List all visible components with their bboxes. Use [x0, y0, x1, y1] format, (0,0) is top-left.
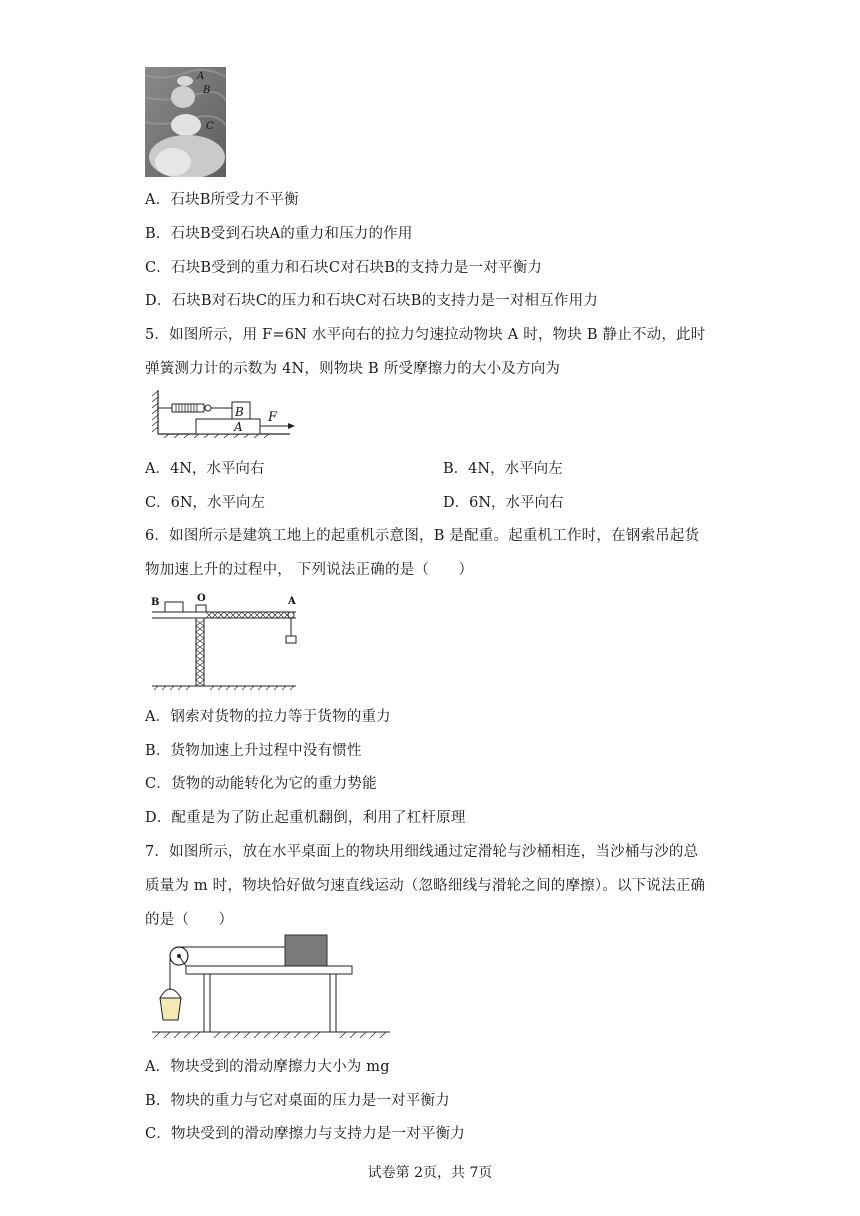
q5-option-d: D．6N，水平向右	[443, 495, 564, 511]
block-b-label: B	[235, 405, 244, 419]
q4-option-b: B．石块B受到石块A的重力和压力的作用	[145, 226, 413, 242]
q7-stem-line3: 的是（ ）	[145, 912, 234, 928]
crane-label-a: A	[288, 596, 296, 607]
crane-label-o: O	[197, 593, 206, 604]
force-f-label: F	[268, 410, 278, 425]
q6-stem-line1: 6．如图所示是建筑工地上的起重机示意图，B 是配重。起重机工作时，在钢索吊起货	[145, 528, 700, 544]
crane-label-b: B	[151, 597, 160, 608]
spring-scale-figure	[150, 388, 300, 438]
q7-stem-line1: 7．如图所示，放在水平桌面上的物块用细线通过定滑轮与沙桶相连，当沙桶与沙的总	[145, 844, 699, 860]
q6-option-b: B．货物加速上升过程中没有惯性	[145, 743, 362, 759]
stone-label-b: B	[203, 85, 211, 96]
q7-option-a: A．物块受到的滑动摩擦力大小为 mg	[145, 1059, 390, 1075]
q6-option-d: D．配重是为了防止起重机翻倒，利用了杠杆原理	[145, 810, 466, 826]
q4-option-c: C．石块B受到的重力和石块C对石块B的支持力是一对平衡力	[145, 260, 543, 276]
crane-figure	[148, 590, 300, 690]
q6-option-a: A．钢索对货物的拉力等于货物的重力	[145, 709, 391, 725]
stone-label-a: A	[197, 71, 205, 82]
pulley-table-figure	[148, 932, 394, 1044]
stone-label-c: C	[206, 121, 214, 132]
q5-stem-line2: 弹簧测力计的示数为 4N，则物块 B 所受摩擦力的大小及方向为	[145, 361, 561, 377]
q6-stem-line2: 物加速上升的过程中， 下列说法正确的是（ ）	[145, 562, 474, 578]
q7-option-b: B．物块的重力与它对桌面的压力是一对平衡力	[145, 1093, 450, 1109]
q5-option-c: C．6N，水平向左	[145, 495, 266, 511]
q5-option-a: A．4N，水平向右	[145, 461, 265, 477]
q7-stem-line2: 质量为 m 时，物块恰好做匀速直线运动（忽略细线与滑轮之间的摩擦）。以下说法正确	[145, 878, 706, 894]
block-a-label: A	[234, 420, 243, 434]
q5-option-b: B．4N，水平向左	[443, 461, 563, 477]
stacked-stones-photo	[145, 67, 226, 177]
q7-option-c: C．物块受到的滑动摩擦力与支持力是一对平衡力	[145, 1126, 465, 1142]
page-footer: 试卷第 2页，共 7页	[367, 1165, 493, 1181]
q6-option-c: C．货物的动能转化为它的重力势能	[145, 776, 377, 792]
q4-option-a: A．石块B所受力不平衡	[145, 192, 299, 208]
q4-option-d: D．石块B对石块C的压力和石块C对石块B的支持力是一对相互作用力	[145, 293, 599, 309]
q5-stem-line1: 5．如图所示，用 F=6N 水平向右的拉力匀速拉动物块 A 时，物块 B 静止不动，此时	[145, 327, 706, 343]
